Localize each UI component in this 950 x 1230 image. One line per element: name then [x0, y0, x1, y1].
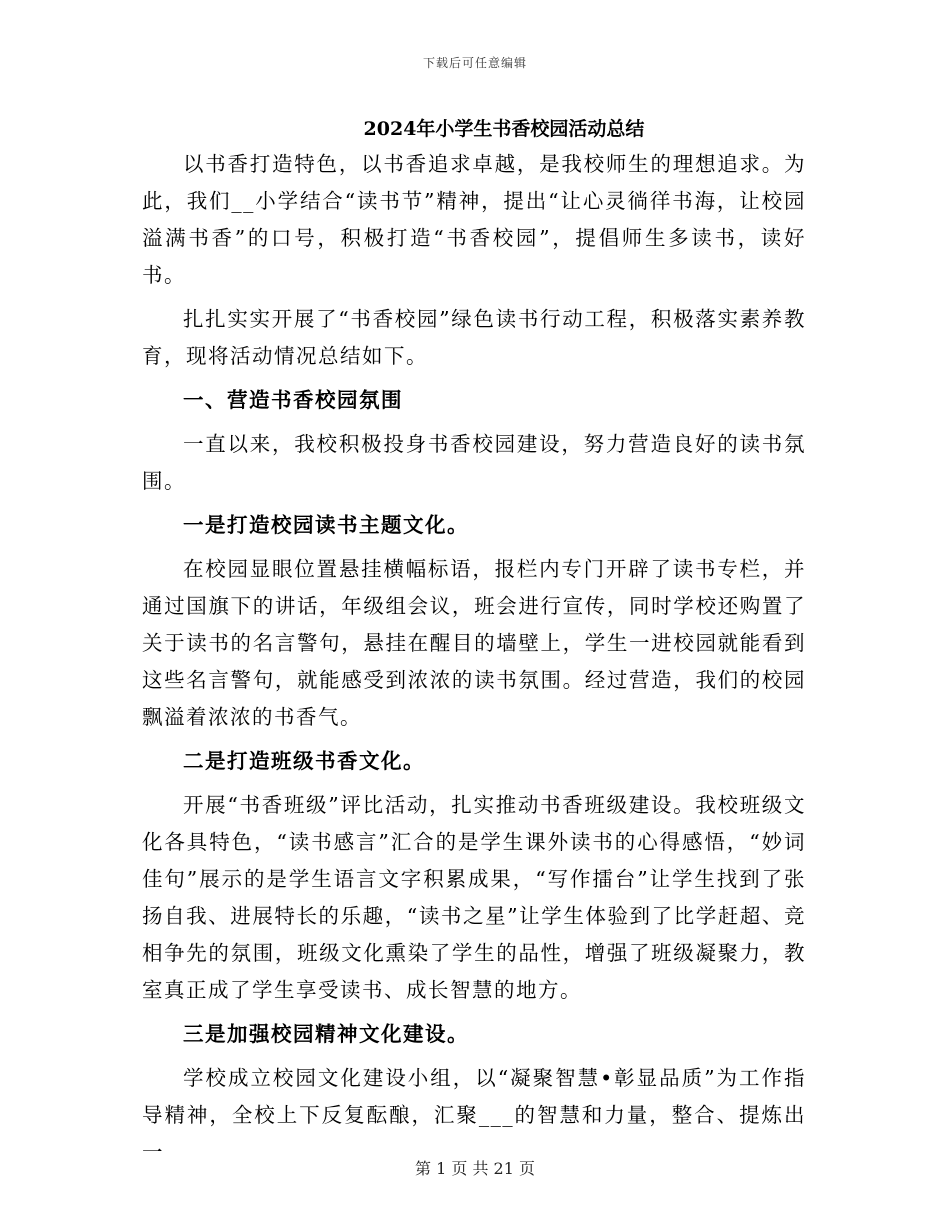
paragraph: 学校成立校园文化建设小组，以“凝聚智慧•彰显品质”为工作指导精神，全校上下反复酝酿，汇聚___的智慧和力量，整合、提炼出一	[142, 1066, 806, 1164]
header-note: 下载后可任意编辑	[422, 56, 527, 70]
subsection-heading: 二是打造班级书香文化。	[183, 749, 425, 773]
section-heading: 一、营造书香校园氛围	[183, 388, 403, 412]
paragraph: 在校园显眼位置悬挂横幅标语，报栏内专门开辟了读书专栏，并通过国旗下的讲话，年级组会议，班会进行宣传，同时学校还购置了关于读书的名言警句，悬挂在醒目的墙壁上，学生一进校园就能看到这些名言警句，就能感受到浓浓的读书氛围。经过营造，我们的校园飘溢着浓浓的书香气。	[142, 557, 806, 729]
document-body	[142, 112, 806, 1178]
subsection-heading: 三是加强校园精神文化建设。	[183, 1022, 469, 1046]
paragraph: 开展“书香班级”评比活动，扎实推动书香班级建设。我校班级文化各具特色，“读书感言”汇合的是学生课外读书的心得感悟，“妙词佳句”展示的是学生语言文字积累成果，“写作擂台”让学生找到了张扬自我、进展特长的乐趣，“读书之星”让学生体验到了比学赶超、竞相争先的氛围，班级文化熏染了学生的品性，增强了班级凝聚力，教室真正成了学生享受读书、成长智慧的地方。	[142, 793, 806, 1002]
page-number: 第 1 页 共 21 页	[415, 1159, 535, 1178]
paragraph: 以书香打造特色，以书香追求卓越，是我校师生的理想追求。为此，我们__小学结合“读书节”精神，提出“让心灵徜徉书海，让校园溢满书香”的口号，积极打造“书香校园”，提倡师生多读书，读好书。	[142, 152, 806, 287]
subsection-heading: 一是打造校园读书主题文化。	[183, 513, 469, 537]
paragraph: 扎扎实实开展了“书香校园”绿色读书行动工程，积极落实素养教育，现将活动情况总结如下。	[142, 307, 806, 368]
document-title: 2024年小学生书香校园活动总结	[363, 118, 645, 140]
paragraph: 一直以来，我校积极投身书香校园建设，努力营造良好的读书氛围。	[142, 432, 806, 493]
